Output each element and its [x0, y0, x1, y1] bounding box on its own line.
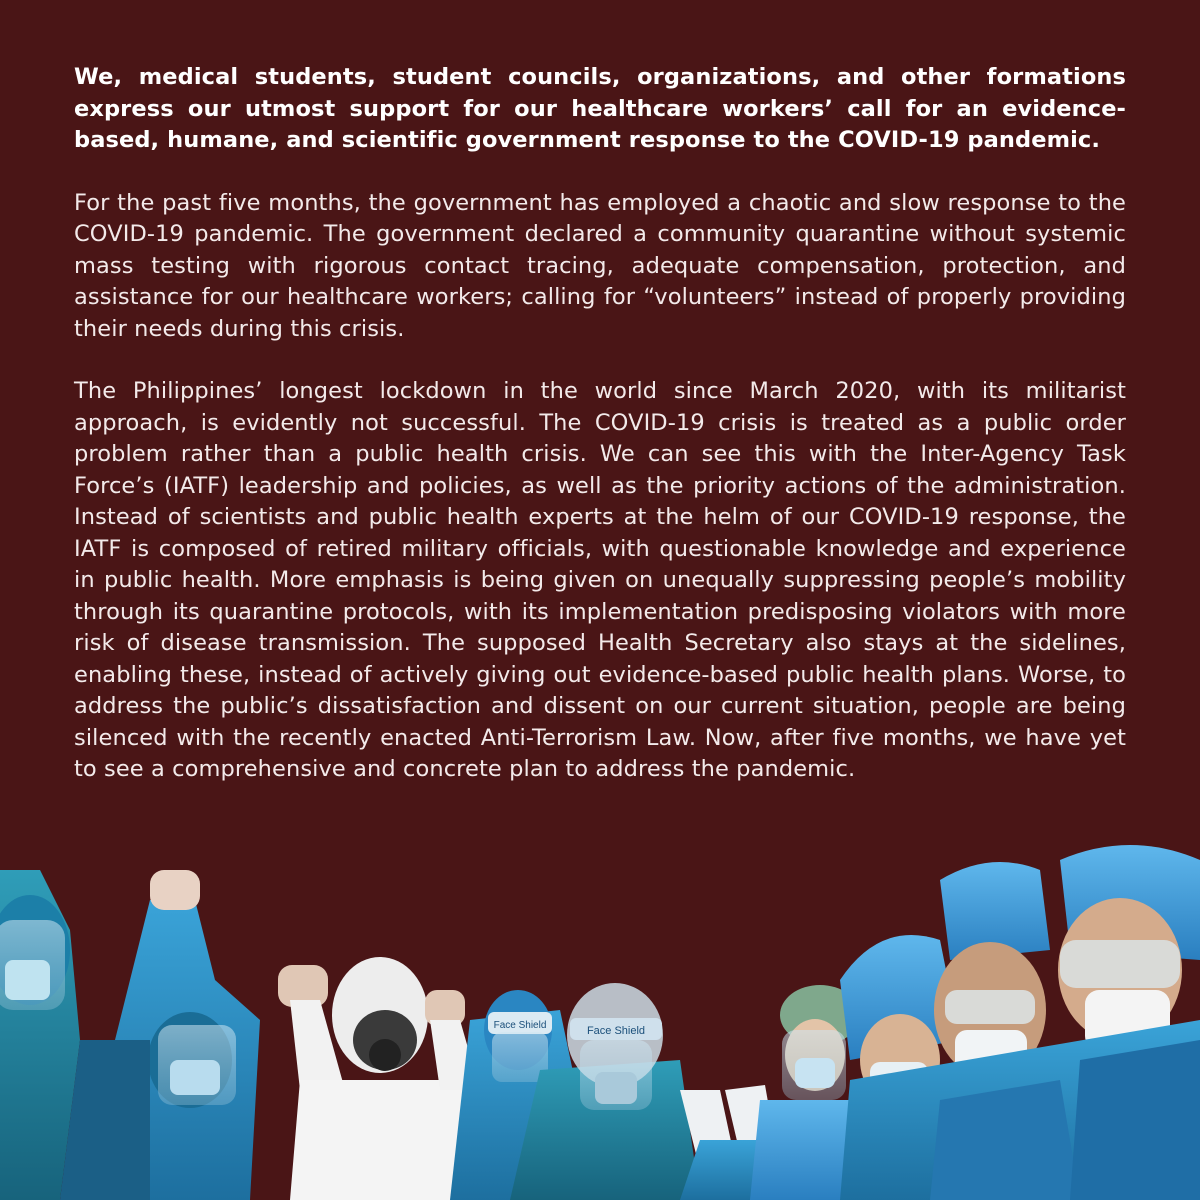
surgical-team-right [840, 845, 1200, 1200]
face-shield-label-1: Face Shield [493, 1020, 547, 1031]
healthcare-workers-image [0, 840, 1200, 1200]
raised-fist-worker [60, 870, 260, 1200]
face-shield-label-2: Face Shield [586, 1025, 646, 1037]
lead-paragraph: We, medical students, student councils, organizations, and other formations express our utmost support for our healthcare workers’ call for an evidence-based, humane, and scientific government response to the COVID-19 pandemic. [74, 64, 1126, 153]
paragraph-response: For the past five months, the government has employed a chaotic and slow response to the COVID-19 pandemic. The government declared a community quarantine without systemic mass testing with rigorous contact tracing, adequate compensation, protection, and assistance for our healthcare workers; calling for “volunteers” instead of properly providing their needs during this crisis. [74, 189, 1126, 342]
statement-text [74, 62, 1126, 786]
healthcare-workers-collage [0, 840, 1200, 1200]
paragraph-lockdown: The Philippines’ longest lockdown in the world since March 2020, with its militarist approach, is evidently not successful. The COVID-19 crisis is treated as a public order problem rather than a public health crisis. We can see this with the Inter-Agency Task Force’s (IATF) leadership and policies, as well as the priority actions of the administration. Instead of scientists and public health experts at the helm of our COVID-19 response, the IATF is composed of retired military officials, with questionable knowledge and experience in public health. More emphasis is being given on unequally suppressing people’s mobility through its quarantine protocols, with its implementation predisposing violators with more risk of disease transmission. The supposed Health Secretary also stays at the sidelines, enabling these, instead of actively giving out evidence-based public health plans. Worse, to address the public’s dissatisfaction and dissent on our current situation, people are being silenced with the recently enacted Anti-Terrorism Law. Now, after five months, we have yet to see a comprehensive and concrete plan to address the pandemic. [74, 378, 1126, 782]
face-shield-workers-center [450, 983, 700, 1200]
